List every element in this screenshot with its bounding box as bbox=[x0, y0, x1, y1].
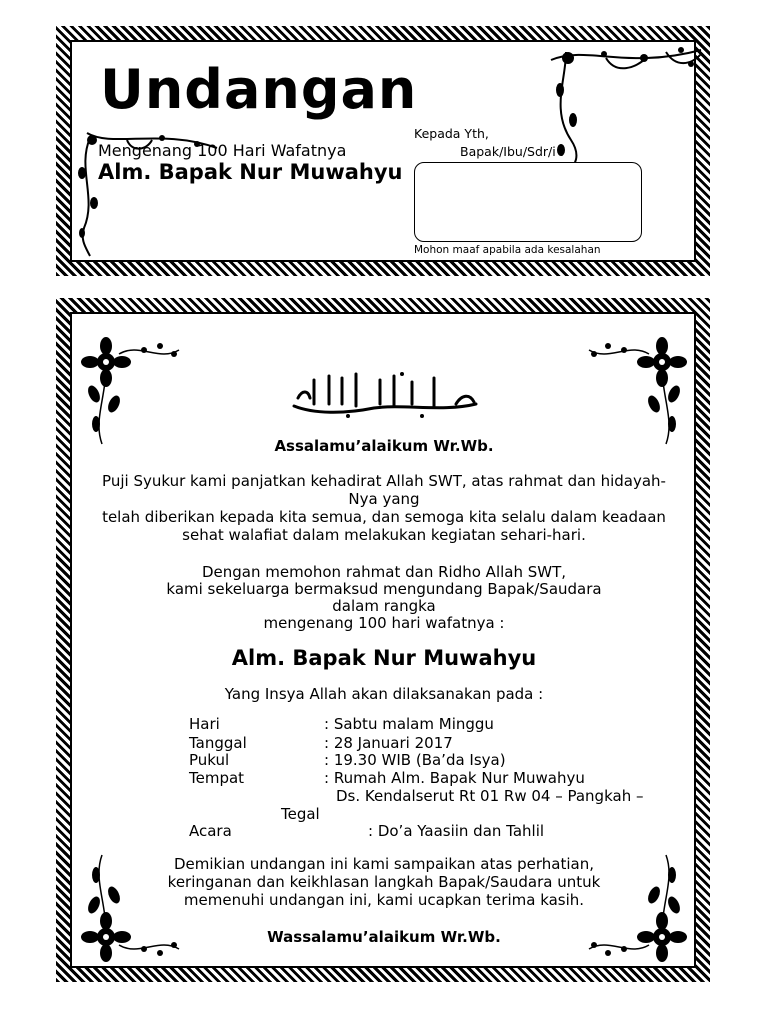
paragraph2-line3: dalam rangka bbox=[332, 597, 436, 615]
envelope-title: Undangan bbox=[100, 58, 418, 121]
event-intro: Yang Insya Allah akan dilaksanakan pada : bbox=[224, 685, 544, 703]
flower-ornament-top-left bbox=[74, 332, 184, 447]
day-value: : Sabtu malam Minggu bbox=[324, 715, 494, 733]
place-address-line2: Tegal bbox=[281, 805, 320, 823]
deceased-name: Alm. Bapak Nur Muwahyu bbox=[231, 646, 537, 670]
closing-line3: memenuhi undangan ini, kami ucapkan terima kasih. bbox=[183, 891, 585, 909]
event-value: : Do’a Yaasiin dan Tahlil bbox=[368, 822, 545, 840]
place-value: : Rumah Alm. Bapak Nur Muwahyu bbox=[324, 769, 585, 787]
place-label: Tempat bbox=[189, 769, 245, 787]
flower-ornament-top-right bbox=[584, 332, 694, 447]
recipient-address-box bbox=[414, 162, 642, 242]
envelope-recipient-label: Bapak/Ibu/Sdr/i : bbox=[460, 144, 564, 159]
paragraph1-line2: Nya yang bbox=[348, 490, 420, 508]
paragraph2-line2: kami sekeluarga bermaksud mengundang Bapak/Saudara bbox=[166, 580, 602, 598]
greeting: Assalamu’alaikum Wr.Wb. bbox=[274, 437, 494, 455]
paragraph2-line4: mengenang 100 hari wafatnya : bbox=[263, 614, 505, 632]
place-address-line1: Ds. Kendalserut Rt 01 Rw 04 – Pangkah – bbox=[336, 787, 644, 805]
envelope-apology-note: Mohon maaf apabila ada kesalahan bbox=[414, 244, 601, 256]
envelope-to-label: Kepada Yth, bbox=[414, 126, 489, 141]
envelope-deceased-name: Alm. Bapak Nur Muwahyu bbox=[98, 160, 403, 184]
envelope-subtitle: Mengenang 100 Hari Wafatnya bbox=[98, 141, 347, 160]
bismillah-calligraphy bbox=[284, 368, 484, 420]
farewell: Wassalamu’alaikum Wr.Wb. bbox=[267, 928, 501, 946]
paragraph2-line1: Dengan memohon rahmat dan Ridho Allah SWT, bbox=[201, 563, 567, 581]
event-label: Acara bbox=[189, 822, 232, 840]
closing-line2: keringanan dan keikhlasan langkah Bapak/Saudara untuk bbox=[167, 873, 601, 891]
day-label: Hari bbox=[189, 715, 220, 733]
vine-ornament-top-right bbox=[546, 40, 706, 180]
closing-line1: Demikian undangan ini kami sampaikan atas perhatian, bbox=[174, 855, 594, 873]
time-label: Pukul bbox=[189, 751, 230, 769]
paragraph1-line1: Puji Syukur kami panjatkan kehadirat Allah SWT, atas rahmat dan hidayah- bbox=[102, 472, 666, 490]
paragraph1-line3: telah diberikan kepada kita semua, dan semoga kita selalu dalam keadaan bbox=[102, 508, 666, 526]
date-value: : 28 Januari 2017 bbox=[324, 734, 453, 752]
time-value: : 19.30 WIB (Ba’da Isya) bbox=[324, 751, 506, 769]
date-label: Tanggal bbox=[189, 734, 247, 752]
paragraph1-line4: sehat walafiat dalam melakukan kegiatan sehari-hari. bbox=[182, 526, 586, 544]
